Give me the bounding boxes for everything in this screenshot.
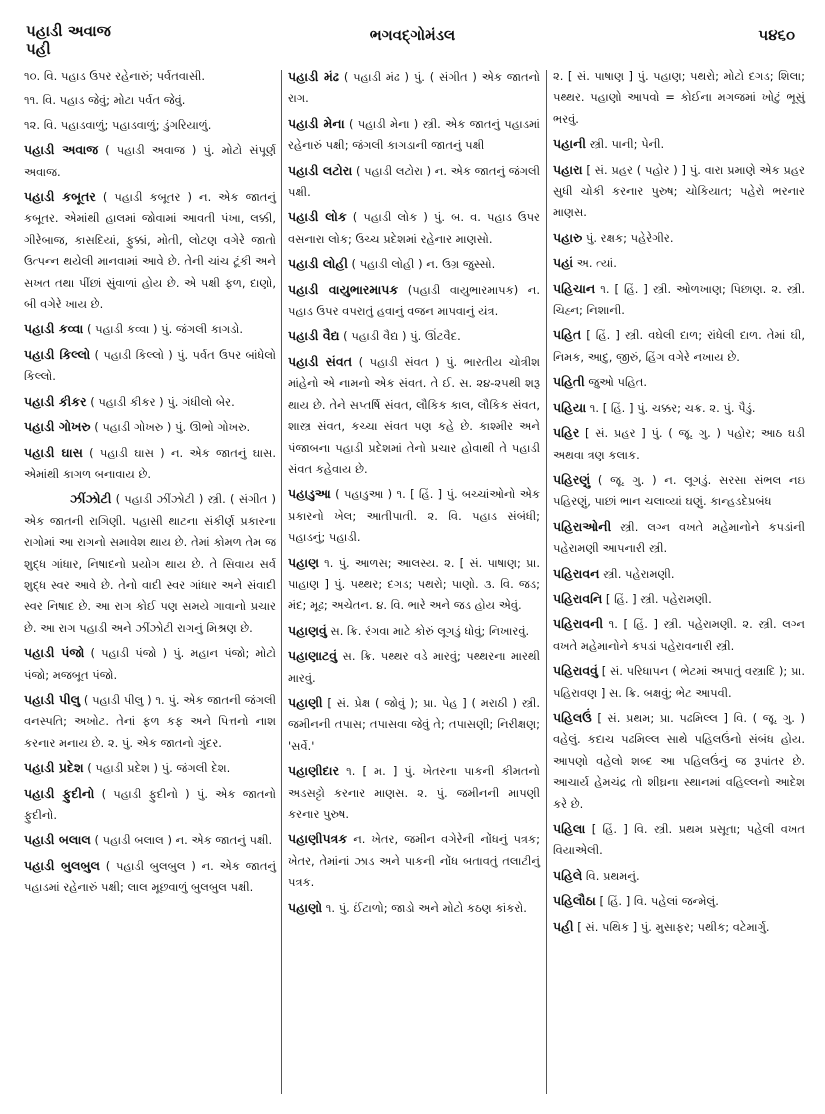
dictionary-entry (24, 488, 276, 639)
dictionary-entry (553, 516, 805, 560)
definition: ૧. પું. ઈંટાળો; જાડો અને મોટો કઠણ કાંકરો. (322, 900, 527, 915)
definition: ( પહાડી કિલ્લો ) પું. પર્વત ઉપર બાંધેલો કિલ્લો. (24, 347, 276, 384)
page-title: ભગવદ્ગોમંડલ (369, 26, 456, 44)
definition: ૨. [ સં. પાષાણ ] પું. પહાણ; પથરો; મોટો દગડ; શિલા; પથ્થર. પહાણો આપવો = કોઈના મગજમાં ખોટું ભૂસું ભરવું. (553, 69, 805, 126)
dictionary-entry (288, 760, 540, 825)
dictionary-entry (553, 159, 805, 224)
dictionary-entry (553, 469, 805, 513)
definition: ( પહાડુઆ ) ૧. [ હિં. ] પું. બચ્ચાંઓનો એક પ્રકારનો ખેલ; આતીપાતી. ૨. વિ. પહાડ સંબંધી; પહાડનું; પહાડી. (288, 487, 540, 545)
dictionary-entry (553, 324, 805, 368)
dictionary-entry (24, 344, 276, 388)
headword: પહાડી અવાજ (24, 142, 99, 158)
column-3 (553, 66, 805, 941)
headword: પહાડી વાયુભારમાપક (288, 281, 399, 297)
dictionary-entry (288, 113, 540, 157)
definition: ૧૦. વિ. પહાડ ઉપર રહેનારું; પર્વતવાસી. (24, 69, 206, 83)
headword: પહિરાવવું (553, 663, 598, 679)
definition: [ હિં. ] વિ. પહેલાં જન્મેલું. (595, 894, 719, 909)
dictionary-entry (553, 66, 805, 130)
definition: સ. ક્રિ. રંગવા માટે કોરું લૂગડું ધોવું; નિખારવું. (326, 623, 530, 638)
definition: ( પહાડી પીલુ ) ૧. પું. એક જાતની જંગલી વનસ્પતિ; અખોટ. તેનાં ફળ કફ અને પિત્તનો નાશ કરનાર મનાય છે. ૨. પું. એક જાતનો ગુંદર. (24, 692, 276, 750)
headword: પહિરાવનિ (553, 590, 603, 606)
dictionary-entry (553, 371, 805, 393)
definition: ૧. પું. આળસ; આલસ્ય. ૨. [ સં. પાષાણ; પ્રા. પાહાણ ] પું. પથ્થર; દગડ; પથરો; પાણો. ૩. વિ. જડ; મંદ; મૂઢ; અચેતન. ૪. વિ. ભારે અને જડ હોય એવું. (288, 555, 540, 613)
headword: પહિચાન (553, 280, 596, 296)
headword: પહિલઉં (553, 709, 592, 725)
headword: પહાડી ઘાસ (24, 444, 83, 460)
definition: ( પહાડી વૈદ્ય ) પું. ઊંટવૈદ. (339, 329, 461, 344)
dictionary-entry (553, 227, 805, 249)
headword: પહિયા (553, 399, 587, 415)
headword: પહાડી પંજો (24, 645, 85, 661)
headword: પહાં (553, 255, 574, 271)
headword: પહી (553, 918, 574, 934)
definition: ( પહાડી બુલબુલ ) ન. એક જાતનું પહાડમાં રહેનારું પક્ષી; લાલ મૂછવાળું બુલબુલ પક્ષી. (24, 858, 277, 895)
dictionary-entry (24, 757, 276, 779)
headword: પહાડી મંઢ (288, 69, 340, 84)
dictionary-entry (24, 139, 276, 183)
headword: પહિરાઓની (553, 518, 612, 534)
dictionary-entry (553, 707, 805, 815)
dictionary-entry (24, 416, 276, 438)
definition: [ સં. પ્રહર ] પું. ( જૂ. ગુ. ) પહોર; આઠ ઘડી અથવા ત્રણ કલાક. (553, 426, 805, 462)
dictionary-entry (24, 442, 276, 486)
dictionary-entry (553, 422, 805, 466)
definition: ૧. [ હિં. ] પું. ચક્કર; ચક્ર. ૨. પું. પૈડું. (586, 400, 756, 415)
definition: ( પહાડી ગોખરુ ) પું. ઊભો ગોખરુ. (90, 420, 251, 435)
dictionary-entry (288, 552, 540, 617)
headword: પહાની (553, 136, 586, 152)
definition: ૧. [ મ. ] પું. ખેતરના પાકની કીમતનો અડસટ્ટો કરનાર માણસ. ૨. પું. જમીનની માપણી કરનાર પુરુષ. (288, 764, 540, 821)
headword: પહાડુઆ (288, 486, 331, 502)
definition: ( પહાડી કીકર ) પું. ગંધીલો બેર. (86, 394, 235, 409)
definition: [ હિં. ] વિ. સ્ત્રી. પ્રથમ પ્રસૂતા; પહેલી વખત વિયાએલી. (553, 822, 805, 858)
dictionary-entry (24, 186, 276, 315)
dictionary-entry (553, 278, 805, 322)
dictionary-entry (553, 252, 805, 274)
headword: પહાડી ગોખરુ (24, 419, 91, 435)
definition: સ્ત્રી. લગ્ન વખતે મહેમાનોને કપડાંની પહેરામણી આપનારી સ્ત્રી. (553, 519, 805, 556)
dictionary-entry (288, 253, 540, 275)
dictionary-entry (288, 645, 540, 689)
definition: [ સં. પ્રેક્ષ ( જોવું ); પ્રા. પેહ ] ( મરાઠી ) સ્ત્રી. જમીનની તપાસ; તપાસવા જેવું તે; તપાસણી; નિરીક્ષણ; 'સર્વે.' (288, 695, 540, 753)
definition: ૧. [ હિં. ] સ્ત્રી. પહેરામણી. ૨. સ્ત્રી. લગ્ન વખતે મહેમાનોને કપડાં પહેરાવનારી સ્ત્રી. (553, 617, 805, 653)
dictionary-entry (288, 66, 540, 110)
headword: પહાડી મેના (288, 115, 345, 131)
headword: પહિરાવની (553, 616, 604, 632)
guide-word-first: પહાડી અવાજ (26, 22, 111, 40)
dictionary-entry (553, 397, 805, 419)
definition: પું. રક્ષક; પહેરેગીર. (582, 230, 674, 245)
definition: જુઓ પહિત. (584, 375, 648, 390)
definition: સ્ત્રી. પહેરામણી. (599, 566, 675, 581)
dictionary-entry (288, 206, 540, 250)
dictionary-entry (24, 783, 276, 827)
definition: સ્ત્રી. પાની; પેની. (585, 137, 665, 152)
headword: પહાડી પીલુ (24, 691, 81, 707)
definition: ન. ખેતર, જમીન વગેરેની નોંધનું પત્રક; ખેતર, તેમાંનાં ઝાડ અને પાકની નોંધ બતાવતું તલાટીનું પત્રક. (288, 832, 540, 890)
definition: ( પહાડી અવાજ ) પું. મોટો સંપૂર્ણ અવાજ. (24, 143, 277, 179)
dictionary-entry (288, 483, 540, 548)
headword: પહાડી લોક (288, 209, 347, 225)
headword: પહારુ (553, 229, 583, 245)
headword: પહાડી કવ્વા (24, 321, 84, 337)
headword: પહાડી ફુદીનો (24, 785, 95, 801)
definition: ( પહાડી કબૂતર ) ન. એક જાતનું કબૂતર. એમાંથી હાલમાં જોવામાં આવતી પંખા, લક્કી, ગીરેબાજ, કાસદિયાં, ફુક્કાં, મોતી, લોટણ વગેરે જાતો ઉત્પન્ન થયેલી માનવામાં આવે છે. તેની ચાંચ ટૂંકી અને સખત તથા પીંછાં સુંવાળાં હોય છે. એ પક્ષી ફળ, દાણો, બી વગેરે ખાય છે. (24, 190, 276, 312)
headword: પહાડી બલાલ (24, 832, 91, 848)
definition: ( પહાડી લોક ) પું. બ. વ. પહાડ ઉપર વસનારા લોક; ઉચ્ચ પ્રદેશમાં રહેનાર માણસો. (288, 210, 540, 246)
definition: ( પહાડી મંઢ ) પું. ( સંગીત ) એક જાતનો રાગ. (288, 70, 541, 106)
headword: પહારા (553, 161, 583, 177)
headword: પહાડી લટોરા (288, 162, 353, 178)
dictionary-entry (553, 588, 805, 610)
headword: પહિરાવન (553, 565, 600, 581)
definition: [ હિં. ] સ્ત્રી. પહેરામણી. (602, 591, 712, 606)
dictionary-entry (24, 391, 276, 413)
headword: ઝીંઝોટી (70, 491, 112, 507)
definition: ( પહાડી સંવત ) પું. ભારતીય ચોત્રીશ માંહેનો એ નામનો એક સંવત. તે ઈ. સ. ૨૪-૨૫થી શરૂ થાય છે. તેને સપ્તર્ષિ સંવત, લૌકિક કાલ, લૌકિક સંવત, શાસ્ત્ર સંવત, કચ્ચા સંવત પણ કહે છે. કાશ્મીર અને પંજાબના પહાડી પ્રદેશમાં તેનો પ્રચાર હોવાથી તે પહાડી સંવત કહેવાય છે. (288, 354, 540, 476)
definition: [ સં. પ્રથમ; પ્રા. પઢમિલ્લ ] વિ. ( જૂ. ગુ. ) વહેલું. કદાચ પઢમિલ્લ સાથે પહિલઉંનો સંબંધ હોય. આપણો વહેલો શબ્દ આ પહિલઉંનું જ રૂપાંતર છે. આચાર્ય હેમચંદ્ર તો શીઘ્રના સ્થાનમાં વહિલ્લનો આદેશ કરે છે. (553, 710, 805, 811)
headword: પહાડી કીકર (24, 393, 87, 409)
dictionary-entry (24, 855, 276, 899)
headword: પહાડી કિલ્લો (24, 346, 91, 362)
definition: [ સં. પ્રહર ( પહોર ) ] પું. વારા પ્રમાણે એક પ્રહર સુધી ચોકી કરનાર પુરુષ; ચોકિયાત; પહેરો ભરનાર માણસ. (553, 162, 805, 220)
headword: પહિરણું (553, 471, 591, 487)
guide-word-last: પહી (26, 40, 51, 58)
headword: પહાડી પ્રદેશ (24, 760, 84, 776)
dictionary-entry (553, 613, 805, 657)
dictionary-entry (24, 66, 276, 87)
definition: [ સં. પરિધાપન ( ભેટમાં અપાતું વસ્ત્રાદિ ); પ્રા. પહિરાવણ ] સ. ક્રિ. બક્ષવું; ભેટ આપવી. (553, 664, 805, 700)
headword: પહાડી લોહી (288, 256, 348, 272)
headword: પહાણીપત્રક (288, 831, 348, 847)
dictionary-entry (553, 865, 805, 887)
headword: પહાણવું (288, 622, 327, 638)
definition: [ સં. પથિક ] પું. મુસાફર; પથીક; વટેમાર્ગુ. (573, 919, 770, 934)
column-1 (24, 66, 276, 902)
definition: ( પહાડી ફુદીનો ) પું. એક જાતનો ફુદીનો. (24, 786, 276, 822)
dictionary-entry (24, 689, 276, 754)
headword: પહાણો (288, 899, 323, 915)
dictionary-entry (24, 318, 276, 340)
definition: ( પહાડી કવ્વા ) પું. જંગલી કાગડો. (83, 322, 244, 337)
headword: પહાડી કબૂતર (24, 189, 96, 205)
definition: ( પહાડી લટોરા ) ન. એક જાતનું જંગલી પક્ષી. (288, 163, 540, 200)
definition: ૧૧. વિ. પહાડ જેવું; મોટા પર્વત જેવું. (24, 93, 186, 108)
headword: પહિલે (553, 867, 583, 883)
headword: પહાણાટવું (288, 648, 338, 664)
dictionary-entry (553, 890, 805, 912)
dictionary-entry (553, 916, 805, 938)
headword: પહિતી (553, 374, 585, 390)
dictionary-entry (288, 325, 540, 347)
definition: ( પહાડી બલાલ ) ન. એક જાતનું પક્ષી. (90, 833, 273, 848)
dictionary-entry (288, 692, 540, 757)
column-divider (281, 70, 282, 1094)
headword: પહિલા (553, 821, 586, 836)
dictionary-entry (288, 897, 540, 919)
dictionary-entry (24, 829, 276, 851)
definition: (પહાડી વાયુભારમાપક) ન. પહાડ ઉપર વપરાતું હવાનું વજન માપવાનું યંત્ર. (288, 282, 541, 319)
headword: પહાડી સંવત (288, 353, 352, 369)
headword: પહાડી બુલબુલ (24, 857, 100, 873)
page-number: ૫૪૬૦ (758, 26, 795, 44)
column-divider (546, 70, 547, 1094)
dictionary-entry (553, 818, 805, 862)
dictionary-entry (24, 90, 276, 111)
definition: ( પહાડી લોહી ) ન. ઉગ્ર જુસ્સો. (347, 257, 496, 272)
headword: પહાણીદાર (288, 763, 340, 779)
dictionary-entry (288, 620, 540, 642)
column-2 (288, 66, 540, 922)
dictionary-entry (288, 160, 540, 204)
dictionary-entry (24, 115, 276, 136)
dictionary-entry (553, 563, 805, 585)
dictionary-entry (288, 351, 540, 480)
headword: પહિત (553, 327, 582, 343)
definition: ( પહાડી ઝીંઝોટી ) સ્ત્રી. ( સંગીત ) એક જાતની રાગિણી. પહાસી થાટના સંકીર્ણ પ્રકારના રાગોમાં આ રાગનો સમાવેશ થાય છે. તેમાં કોમળ તેમ જ શુદ્ધ ગાંધાર, નિષાદનો પ્રયોગ થાય છે. તે સિવાય સર્વ શુદ્ધ સ્વર આવે છે. તેનો વાદી સ્વર ગાંધાર અને સંવાદી સ્વર નિષાદ છે. આ રાગ કોઈ પણ સમયે ગાવાનો પ્રચાર છે. આ રાગ પહાડી અને ઝીંઝોટી રાગનું મિશ્રણ છે. (24, 492, 276, 635)
headword: પહિર (553, 425, 580, 441)
definition: સ. ક્રિ. પથ્થર વડે મારવું; પથ્થરના મારથી મારવું. (288, 649, 540, 685)
definition: અ. ત્યાં. (573, 256, 617, 271)
dictionary-entry (288, 828, 540, 893)
dictionary-entry (288, 279, 540, 323)
headword: પહિલૌઠા (553, 893, 596, 909)
definition: ( પહાડી પંજો ) પું. મહાન પંજો; મોટો પંજો; મજબૂત પંજો. (24, 646, 276, 682)
headword: પહાણી (288, 694, 323, 710)
dictionary-entry (553, 660, 805, 704)
dictionary-entry (553, 133, 805, 155)
headword: પહાણ (288, 554, 319, 570)
definition: ૧. [ હિં. ] સ્ત્રી. ઓળખાણ; પિછાણ. ૨. સ્ત્રી. ચિહ્ન; નિશાની. (553, 281, 805, 318)
definition: ( પહાડી ઘાસ ) ન. એક જાતનું ઘાસ. એમાંથી કાગળ બનાવાય છે. (24, 445, 276, 481)
definition: ( પહાડી મેના ) સ્ત્રી. એક જાતનું પહાડમાં રહેનારું પક્ષી; જંગલી કાગડાની જાતનું પક્ષી (288, 116, 540, 153)
definition: [ હિં. ] સ્ત્રી. વઘેલી દાળ; રાંધેલી દાળ. તેમાં ઘી, નિમક, આદુ, જીરું, હિંગ વગેરે નખાય છે. (553, 328, 805, 364)
definition: ૧૨. વિ. પહાડવાળું; પહાડવાળું; ડુંગરિયાળું. (24, 117, 212, 132)
definition: ( જૂ. ગુ. ) ન. લૂગડું. સરસા સંભલ નઇ પહિરણું, પાછાં ભાન ચલાવ્યાં ઘણું. કાન્હડદેપ્રબંધ (553, 472, 805, 509)
definition: વિ. પ્રથમનું. (582, 868, 640, 883)
definition: ( પહાડી પ્રદેશ ) પું. જંગલી દેશ. (83, 761, 231, 776)
headword: પહાડી વૈદ્ય (288, 328, 340, 344)
dictionary-entry (24, 642, 276, 686)
